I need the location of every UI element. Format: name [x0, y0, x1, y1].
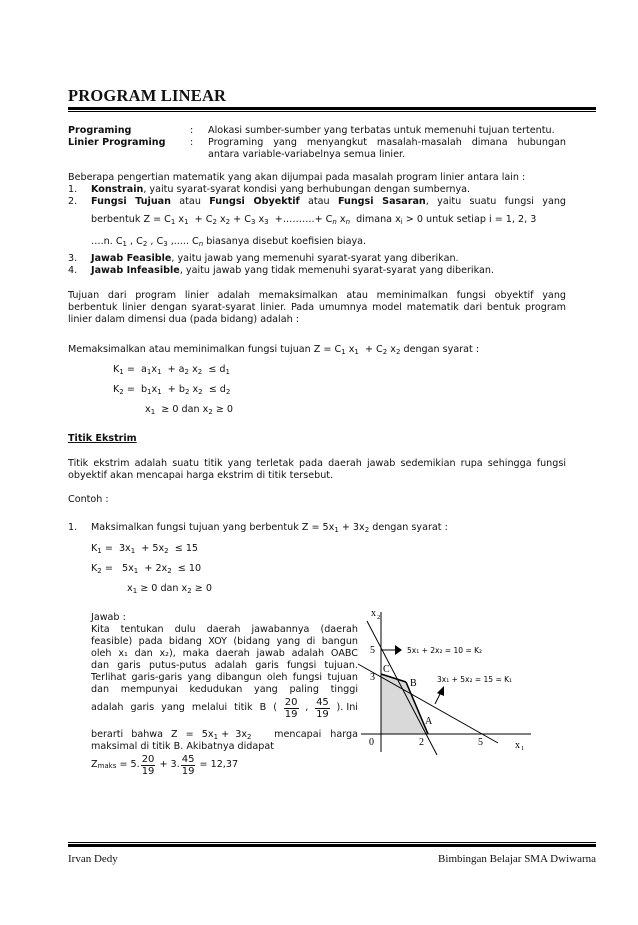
tick-y-5: 5 [370, 645, 375, 656]
list-item [91, 253, 459, 265]
header-rule [68, 107, 596, 110]
footer-rule [68, 844, 596, 847]
k1-arrow-head [437, 686, 444, 696]
answer-line: dan mempunyai kedudukan yang paling tinggi [91, 684, 358, 695]
tick-x-0: 0 [369, 737, 374, 748]
list-text: , yaitu jawab yang memenuhi syarat-syarat yang diberikan. [171, 253, 459, 264]
denominator: 19 [284, 709, 298, 720]
zmax-label: Z [91, 759, 98, 771]
point-a-label: A [425, 716, 433, 727]
answer-line: dan garis putus-putus adalah garis fungsi tujuan. [91, 660, 358, 671]
model-statement: Memaksimalkan atau meminimalkan fungsi tujuan $Z = C_1$ $x_1 + C_2$ $x_2$ dengan syarat : [68, 344, 480, 356]
list-number: 3. [68, 253, 78, 264]
definition-term: Programing [68, 125, 132, 136]
definition-term: Linier Programing [68, 137, 166, 148]
numerator: 20 [284, 697, 298, 708]
fraction [181, 754, 196, 777]
feasible-region-graph [355, 598, 545, 758]
list-item [91, 196, 566, 208]
page-title: PROGRAM LINEAR [68, 86, 227, 105]
k2-arrow-head [395, 645, 402, 655]
answer-text: berarti bahwa Z = 5x [91, 729, 214, 740]
term: Konstrain [91, 184, 144, 195]
paragraph-line: Titik ekstrim adalah suatu titik yang terletak pada daerah jawab sedemikian rupa sehingga fungsi [68, 458, 566, 469]
fraction-by [315, 697, 330, 720]
constraint-label: K [113, 364, 120, 375]
tick-x-2: 2 [419, 737, 424, 748]
footer-author: Irvan Dedy [68, 853, 118, 865]
paragraph-line: linier dalam dimensi dua (pada bidang) adalah : [68, 314, 299, 325]
header-rule-thin [68, 111, 596, 112]
answer-text: mencapai harga [274, 729, 358, 740]
k2-line [367, 621, 437, 755]
example-number: 1. [68, 522, 78, 533]
answer-line-point-b: adalah garis yang melalui titik B ( $\frac{20}{19}$ , $\frac{45}{19}$ ). Ini [91, 697, 358, 720]
answer-line: berarti bahwa $Z = 5x_1 + 3x_2$ mencapai harga [91, 729, 358, 741]
list-item [91, 265, 494, 277]
y-axis-subscript: 2 [377, 614, 381, 621]
footer-rule-thin [68, 842, 596, 843]
k2-equation-label: 5x₁ + 2x₂ = 10 = K₂ [407, 646, 483, 655]
term: Fungsi Obyektif [209, 196, 300, 207]
example-label: Contoh : [68, 494, 109, 505]
definition-text: antara variable-variabelnya semua linier. [208, 149, 406, 160]
denominator: 19 [141, 766, 155, 777]
constraint-k2: $K_2 = b_1x_1 + b_2$ $x_2 \le d_2$ [113, 384, 231, 396]
paragraph-line: berbentuk linier dengan syarat-syarat linier. Pada umumnya model matematik dari bentuk program [68, 302, 566, 313]
formula-text: biasanya disebut koefisien biaya. [203, 236, 367, 247]
example-nonneg: $x_1 \ge 0$ dan $x_2 \ge 0$ [127, 583, 212, 595]
rhs-value: 15 [185, 543, 199, 554]
formula-text: > 0 untuk setiap i = 1, 2, 3 [402, 214, 537, 225]
answer-line: Kita tentukan dulu daerah jawabannya (daerah [91, 624, 358, 635]
term: Fungsi Sasaran [337, 196, 426, 207]
example-statement: Maksimalkan fungsi tujuan yang berbentuk $Z = 5x_1 + 3x_2$ dengan syarat : [91, 522, 448, 534]
list-number: 2. [68, 196, 78, 207]
formula-text: dimana x [353, 214, 401, 225]
formula-text: berbentuk Z = C [91, 214, 171, 225]
list-text: , yaitu jawab yang tidak memenuhi syarat-syarat yang diberikan. [179, 265, 494, 276]
list-text: atau [170, 196, 210, 207]
term: Fungsi Tujuan [91, 196, 171, 207]
answer-label: Jawab : [91, 612, 126, 623]
example-constraint-k1: $K_1 = 3x_1 + 5x_2 \le 15$ [91, 543, 199, 555]
list-item [91, 184, 470, 196]
constraint-label: K [113, 384, 120, 395]
answer-line: Terlihat garis-garis yang dibangun oleh fungsi tujuan [91, 672, 358, 683]
example-text: Maksimalkan fungsi tujuan yang berbentuk Z = 5x [91, 522, 335, 533]
list-text: , yaitu syarat-syarat kondisi yang berhubungan dengan sumbernya. [143, 184, 471, 195]
list-number: 1. [68, 184, 78, 195]
formula-coefficients: ….n. $C_1$ , $C_2$ , $C_3$ ,..... $C_n$ biasanya disebut koefisien biaya. [91, 236, 367, 248]
definition-text: Programing yang menyangkut masalah-masalah dimana hubungan [208, 137, 566, 148]
definition-separator: : [190, 137, 194, 148]
x-axis-subscript: 1 [521, 745, 525, 752]
footer-institution: Bimbingan Belajar SMA Dwiwarna [438, 853, 596, 865]
list-number: 4. [68, 265, 78, 276]
denominator: 19 [316, 709, 329, 720]
constraint-k1: $K_1 = a_1x_1 + a_2$ $x_2 \le d_1$ [113, 364, 230, 376]
answer-line: maksimal di titik B. Akibatnya didapat [91, 741, 274, 752]
k1-equation-label: 3x₁ + 5x₂ = 15 = K₁ [437, 675, 513, 684]
example-text: dengan syarat : [369, 522, 448, 533]
tick-y-3: 3 [370, 672, 375, 683]
section-heading: Titik Ekstrim [68, 433, 137, 444]
paragraph-line: Tujuan dari program linier adalah memaksimalkan atau meminimalkan fungsi obyektif yang [68, 290, 566, 301]
constraint-nonneg: $x_1 \ge 0$ dan $x_2 \ge 0$ [145, 404, 234, 416]
answer-text: adalah garis yang melalui titik B ( [91, 702, 278, 714]
connector: dan [181, 404, 200, 415]
numerator: 20 [141, 754, 155, 765]
model-text: dengan syarat : [400, 344, 480, 355]
formula-objective: berbentuk $Z = C_1$ $x_1 + C_2$ $x_2 + C_3$ $x_3$ +……….+ $C_n$ $x_n$ dimana $x_i > 0$ untuk setiap i = 1, 2, 3 [91, 214, 537, 226]
definition-text: Alokasi sumber-sumber yang terbatas untuk memenuhi tujuan tertentu. [208, 125, 555, 136]
fraction-bx [284, 697, 299, 720]
paragraph-line: obyektif akan mencapai harga ekstrim di titik tersebut. [68, 470, 334, 481]
formula-text: ….n. C [91, 236, 123, 247]
numerator: 45 [181, 754, 195, 765]
x-axis-label: x [515, 740, 520, 751]
tick-x-5: 5 [478, 737, 483, 748]
intro-text: Beberapa pengertian matematik yang akan dijumpai pada masalah program linier antara lain : [68, 172, 526, 183]
answer-line: oleh x₁ dan x₂), maka daerah jawab adalah OABC [91, 648, 358, 659]
zmax-result: = 12,37 [199, 759, 239, 771]
rhs-value: 10 [188, 563, 202, 574]
y-axis-label: x [371, 608, 376, 619]
zmax-formula: Z maks = 5. $\frac{20}{19}$ + 3. $\frac{45}{19}$ = 12,37 [91, 754, 239, 777]
answer-text: ). Ini [336, 702, 358, 714]
fraction [141, 754, 156, 777]
definition-separator: : [190, 125, 194, 136]
term: Jawab Infeasible [91, 265, 180, 276]
term: Jawab Feasible [91, 253, 172, 264]
model-text: Memaksimalkan atau meminimalkan fungsi tujuan Z = C [68, 344, 342, 355]
denominator: 19 [181, 766, 195, 777]
example-constraint-k2: $K_2 = 5x_1 + 2x_2 \le 10$ [91, 563, 202, 575]
list-text: atau [299, 196, 338, 207]
list-text: , yaitu suatu fungsi yang [425, 196, 567, 207]
point-c-label: C [383, 664, 390, 675]
numerator: 45 [316, 697, 329, 708]
point-b-label: B [410, 678, 417, 689]
answer-line: feasible) pada bidang XOY (bidang yang di bangun [91, 636, 358, 647]
